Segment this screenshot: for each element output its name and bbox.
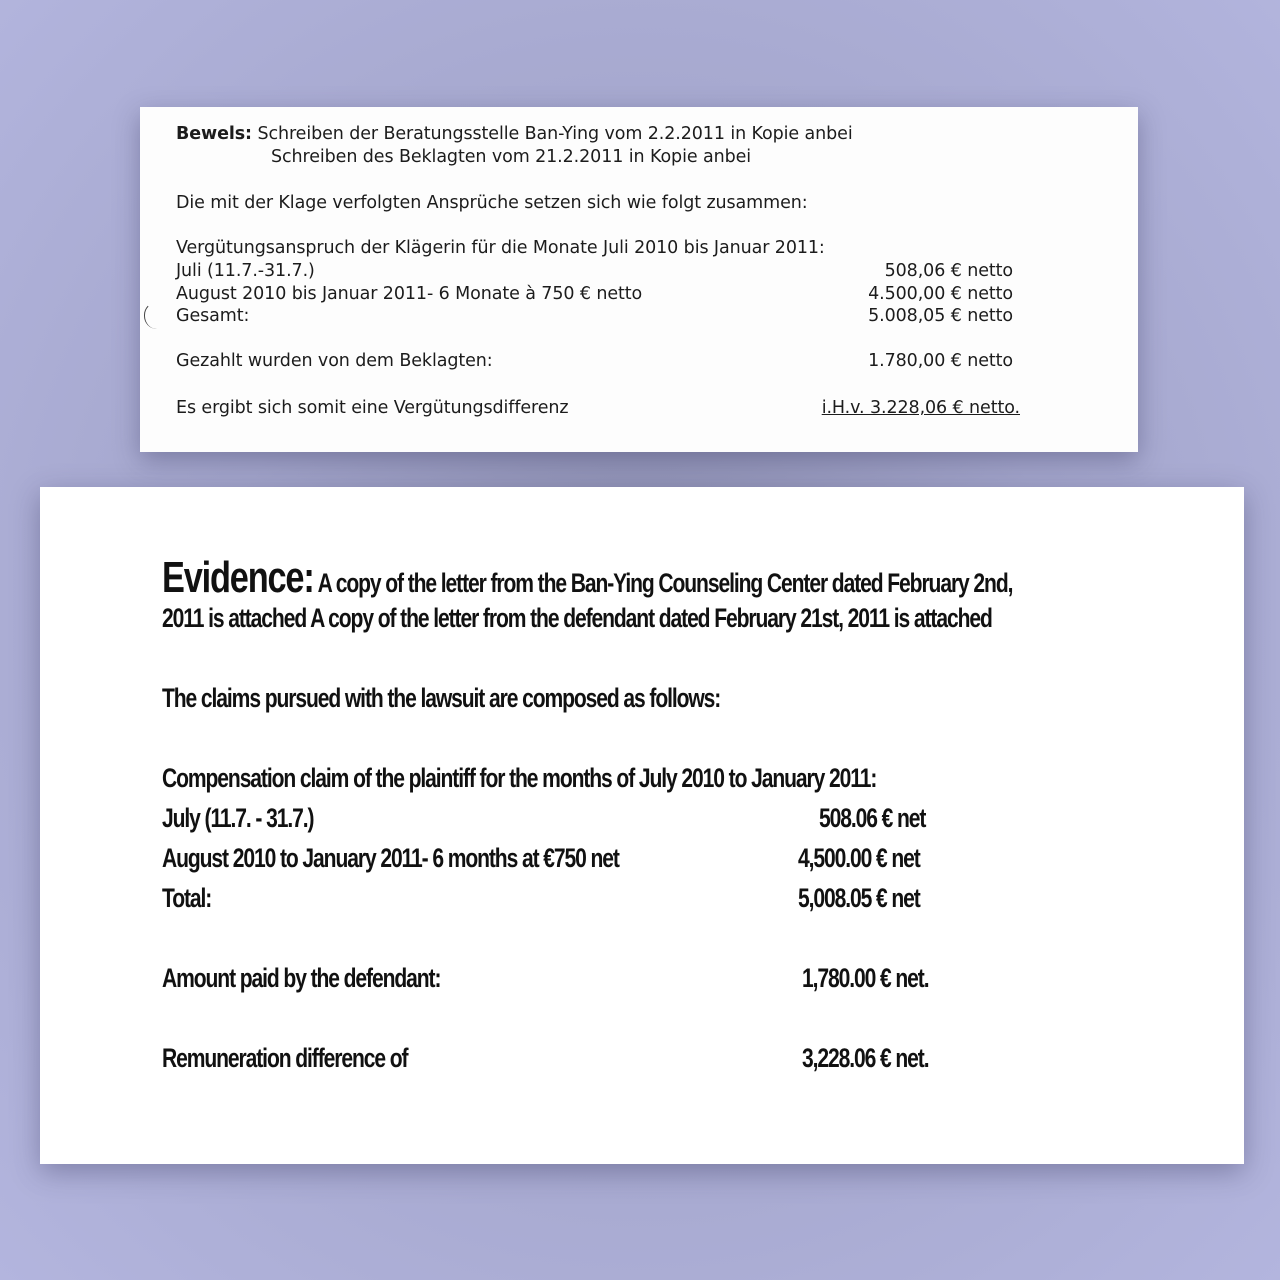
evidence-label: Bewels: — [176, 124, 252, 144]
row-amount: 508,06 € netto — [884, 261, 1013, 281]
difference-label: Remuneration difference of — [162, 1043, 408, 1073]
difference-label: Es ergibt sich somit eine Vergütungsdifferenz — [176, 398, 569, 418]
row-amount: 508.06 € net — [819, 803, 926, 833]
scanned-document-excerpt — [140, 107, 1138, 452]
intro-text: Die mit der Klage verfolgten Ansprüche setzen sich wie folgt zusammen: — [176, 193, 808, 213]
evidence-line-1 — [162, 553, 1012, 603]
evidence-line-2: 2011 is attached A copy of the letter from the defendant dated February 21st, 2011 is attached — [162, 603, 992, 633]
row-label: Gesamt: — [176, 306, 250, 326]
row-label: Juli (11.7.-31.7.) — [176, 261, 315, 281]
row-amount: 5.008,05 € netto — [868, 306, 1013, 326]
evidence-line-1 — [176, 124, 853, 144]
paid-label: Gezahlt wurden von dem Beklagten: — [176, 351, 493, 371]
margin-bracket-mark — [144, 302, 157, 329]
claim-heading: Compensation claim of the plaintiff for the months of July 2010 to January 2011: — [162, 763, 877, 793]
row-label: August 2010 bis Januar 2011- 6 Monate à 750 € netto — [176, 284, 643, 304]
claim-heading: Vergütungsanspruch der Klägerin für die Monate Juli 2010 bis Januar 2011: — [176, 238, 825, 258]
row-amount: 4.500,00 € netto — [868, 284, 1013, 304]
translation-card — [40, 487, 1244, 1164]
evidence-label: Evidence: — [162, 553, 314, 602]
evidence-text-1: A copy of the letter from the Ban-Ying Counseling Center dated February 2nd, — [317, 568, 1013, 598]
intro-text: The claims pursued with the lawsuit are composed as follows: — [162, 683, 721, 713]
row-label: August 2010 to January 2011- 6 months at €750 net — [162, 843, 619, 873]
difference-amount: 3,228.06 € net. — [802, 1043, 929, 1073]
paid-amount: 1,780.00 € net. — [802, 963, 929, 993]
row-label: July (11.7. - 31.7.) — [162, 803, 314, 833]
paid-amount: 1.780,00 € netto — [868, 351, 1013, 371]
evidence-line-2: Schreiben des Beklagten vom 21.2.2011 in Kopie anbei — [271, 147, 752, 167]
row-amount: 4,500.00 € net — [798, 843, 920, 873]
row-amount: 5,008.05 € net — [798, 883, 920, 913]
paid-label: Amount paid by the defendant: — [162, 963, 441, 993]
evidence-text-1: Schreiben der Beratungsstelle Ban-Ying vom 2.2.2011 in Kopie anbei — [257, 124, 853, 144]
difference-amount: i.H.v. 3.228,06 € netto. — [821, 398, 1020, 418]
row-label: Total: — [162, 883, 212, 913]
